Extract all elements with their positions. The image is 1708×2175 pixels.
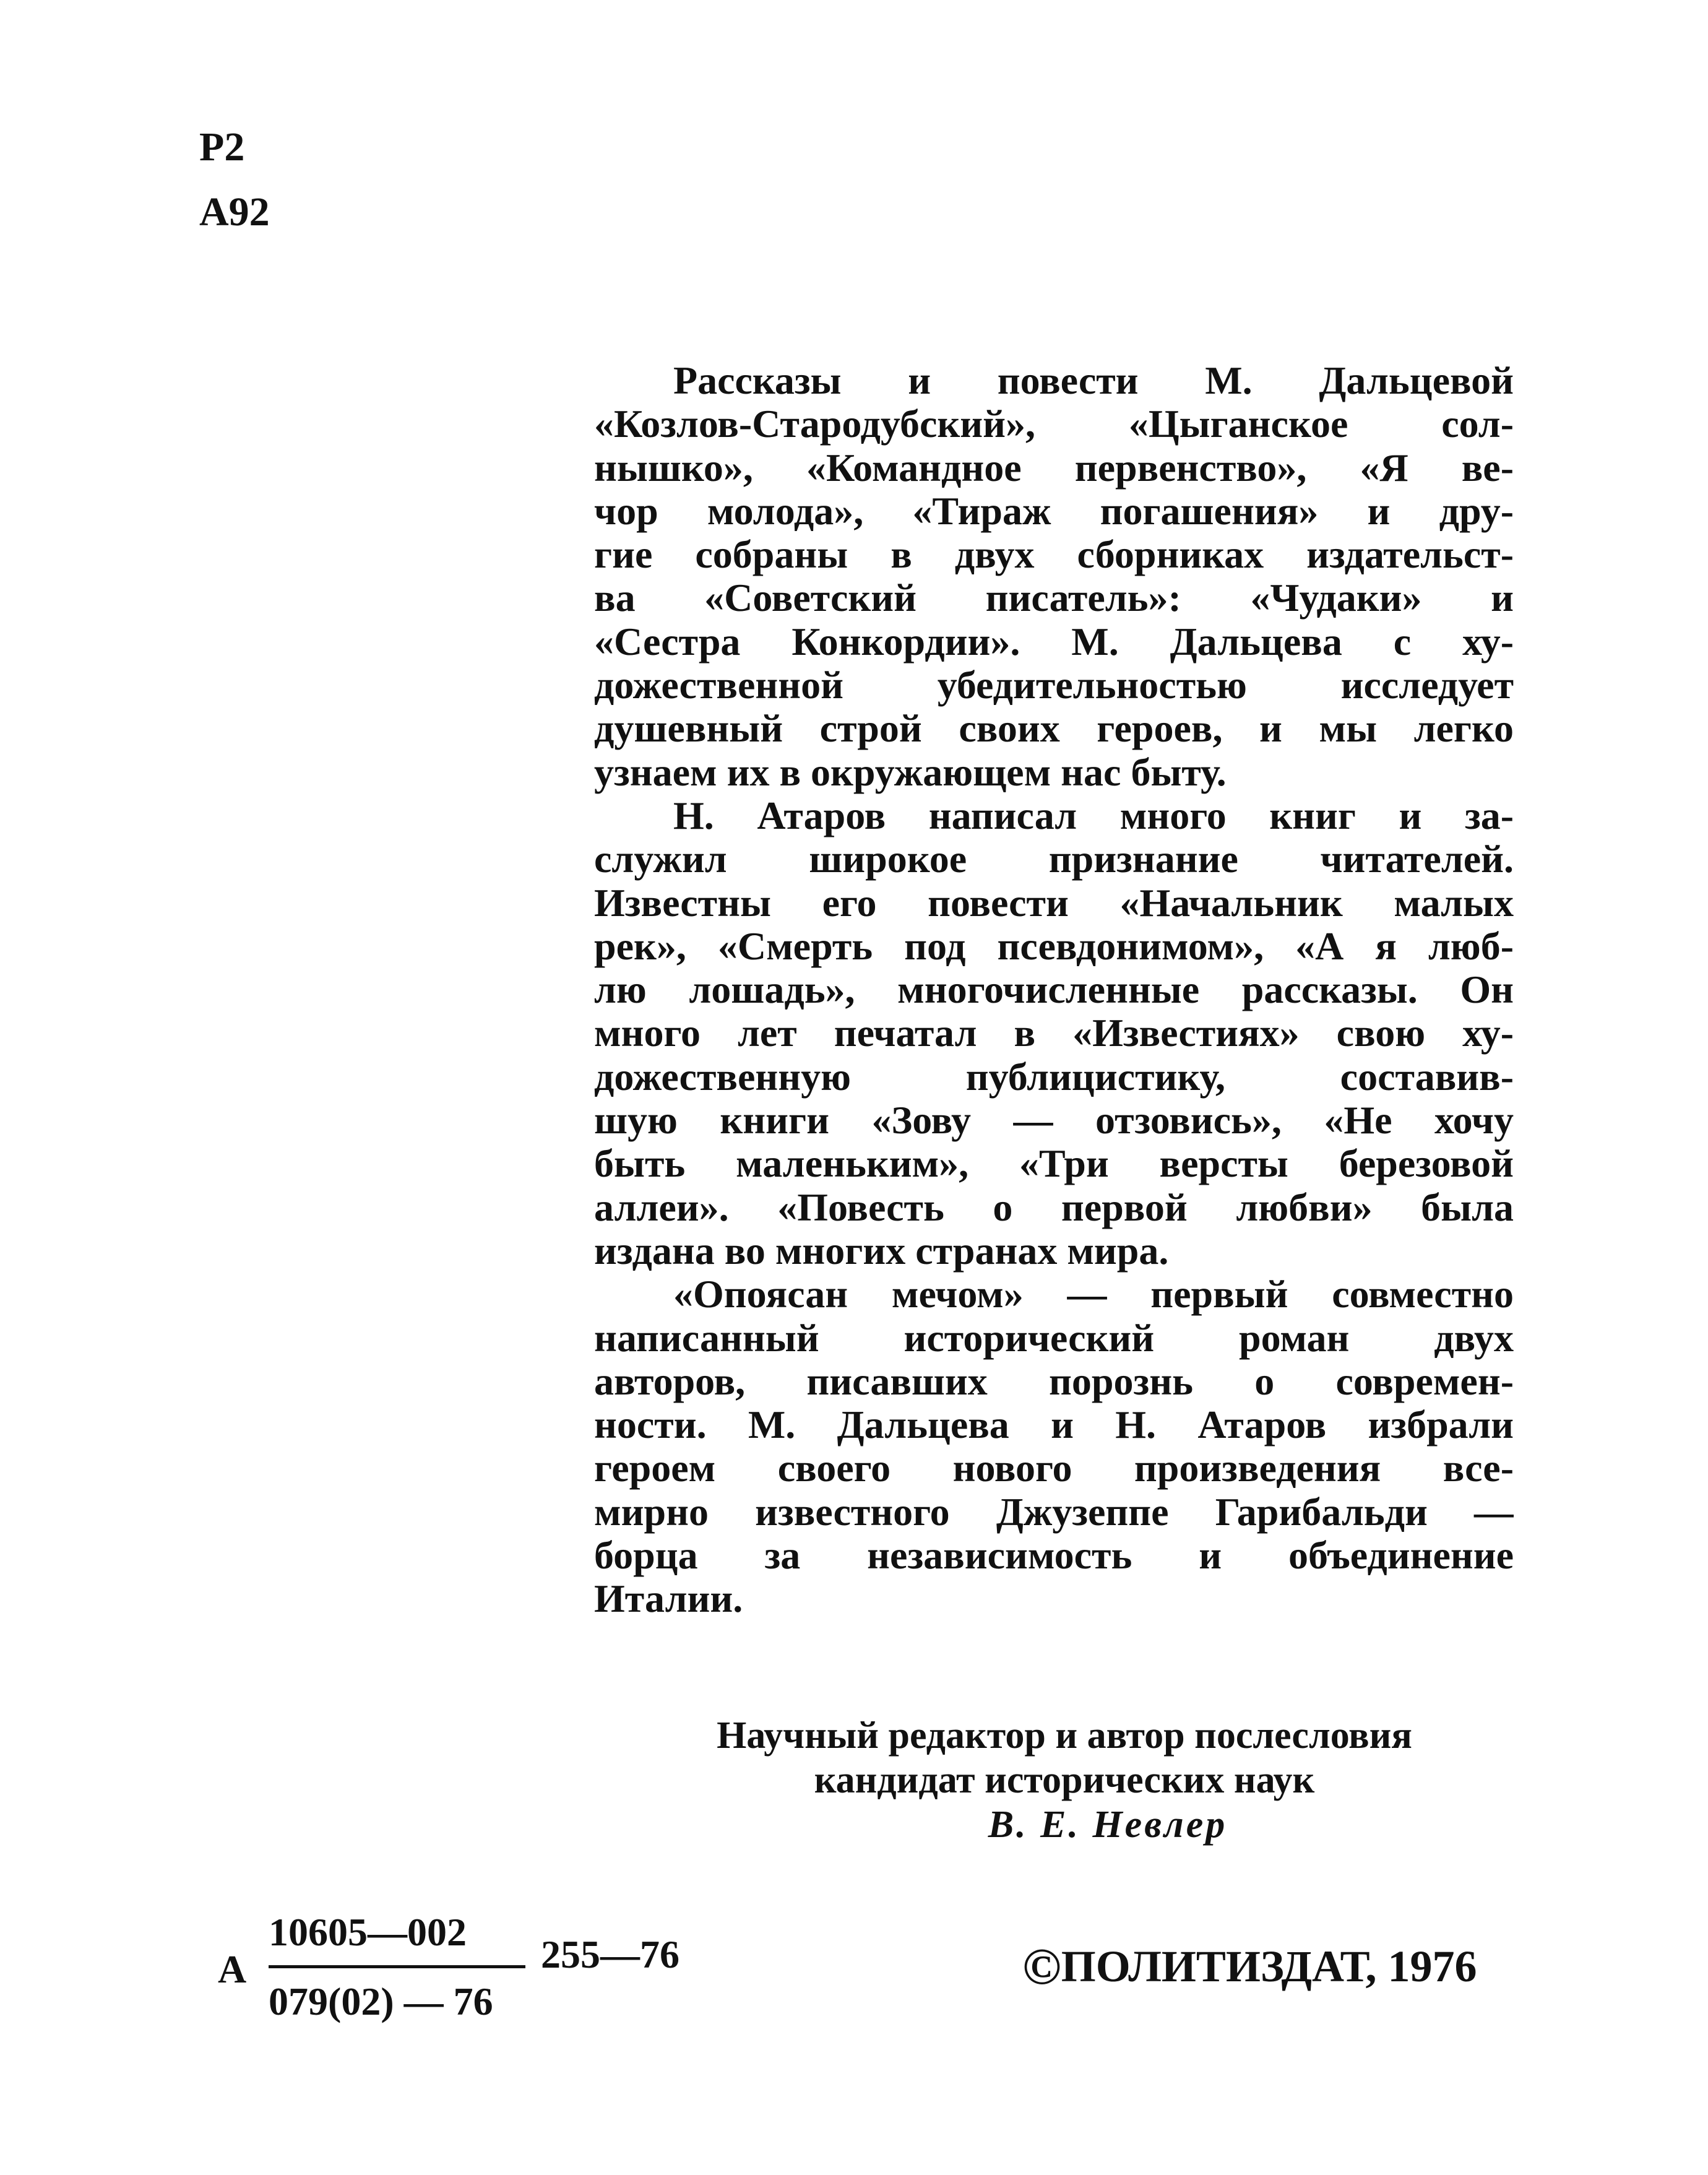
annotation-line: Н. Атаров написал много книг и за-	[673, 793, 1514, 837]
annotation-line: быть маленьким», «Три версты березовой	[594, 1142, 1514, 1186]
annotation-line: издана во многих странах мира.	[594, 1229, 1169, 1273]
annotation-line: Известны его повести «Начальник малых	[594, 881, 1514, 925]
annotation-paragraph-1	[594, 359, 1514, 794]
annotation-line: аллеи». «Повесть о первой любви» была	[594, 1185, 1514, 1229]
author-mark: А92	[199, 189, 270, 235]
annotation-line: гие собраны в двух сборниках издательст-	[594, 533, 1514, 577]
annotation-line: героем своего нового произведения все-	[594, 1446, 1514, 1490]
annotation-line: рек», «Смерть под псевдонимом», «А я люб-	[594, 924, 1514, 968]
annotation-line: дожественной убедительностью исследует	[594, 664, 1514, 707]
copyright-icon: ©	[1022, 1938, 1061, 1996]
annotation-line: Италии.	[594, 1577, 743, 1621]
annotation-line: чор молода», «Тираж погашения» и дру-	[594, 489, 1514, 533]
annotation-line: шую книги «Зову — отзовись», «Не хочу	[594, 1099, 1514, 1143]
scientific-editor-credit	[594, 1713, 1535, 1847]
annotation-line: «Опоясан мечом» — первый совместно	[673, 1273, 1514, 1317]
annotation-line: написанный исторический роман двух	[594, 1316, 1514, 1360]
index-denominator: 079(02) — 76	[269, 1979, 493, 2023]
index-numerator: 10605—002	[269, 1910, 467, 1954]
annotation-line: мирно известного Джузеппе Гарибальди —	[594, 1490, 1514, 1534]
annotation-line: лю лошадь», многочисленные рассказы. Он	[594, 968, 1514, 1012]
editor-role: Научный редактор и автор послесловия	[717, 1714, 1412, 1757]
editor-name: В. Е. Невлер	[988, 1804, 1228, 1846]
annotation-paragraph-3	[594, 1273, 1514, 1620]
editor-degree: кандидат исторических наук	[814, 1759, 1315, 1801]
annotation-line: «Сестра Конкордии». М. Дальцева с ху-	[594, 620, 1514, 664]
bbk-code: Р2	[199, 124, 245, 170]
annotation	[594, 359, 1514, 1621]
annotation-line: нышко», «Командное первенство», «Я ве-	[594, 446, 1514, 490]
annotation-line: авторов, писавших порознь о современ-	[594, 1359, 1514, 1403]
index-order-number: 255—76	[541, 1932, 679, 1976]
annotation-line: борца за независимость и объединение	[594, 1534, 1514, 1578]
copyright-publisher: ПОЛИТИЗДАТ, 1976	[1061, 1942, 1477, 1991]
fraction-bar	[269, 1965, 525, 1968]
annotation-line: много лет печатал в «Известиях» свою ху-	[594, 1011, 1514, 1055]
annotation-line: ва «Советский писатель»: «Чудаки» и	[594, 576, 1514, 620]
annotation-line: служил широкое признание читателей.	[594, 837, 1514, 881]
annotation-line: Рассказы и повести М. Дальцевой	[673, 359, 1514, 402]
index-letter: А	[218, 1947, 247, 1991]
annotation-line: узнаем их в окружающем нас быту.	[594, 750, 1227, 794]
annotation-line: «Козлов-Стародубский», «Цыганское сол-	[594, 402, 1514, 446]
annotation-line: душевный строй своих героев, и мы легко	[594, 707, 1514, 751]
annotation-paragraph-2	[594, 794, 1514, 1273]
copyright-line	[1022, 1938, 1477, 1996]
annotation-line: ности. М. Дальцева и Н. Атаров избрали	[594, 1403, 1514, 1447]
annotation-line: дожественную публицистику, составив-	[594, 1055, 1514, 1099]
